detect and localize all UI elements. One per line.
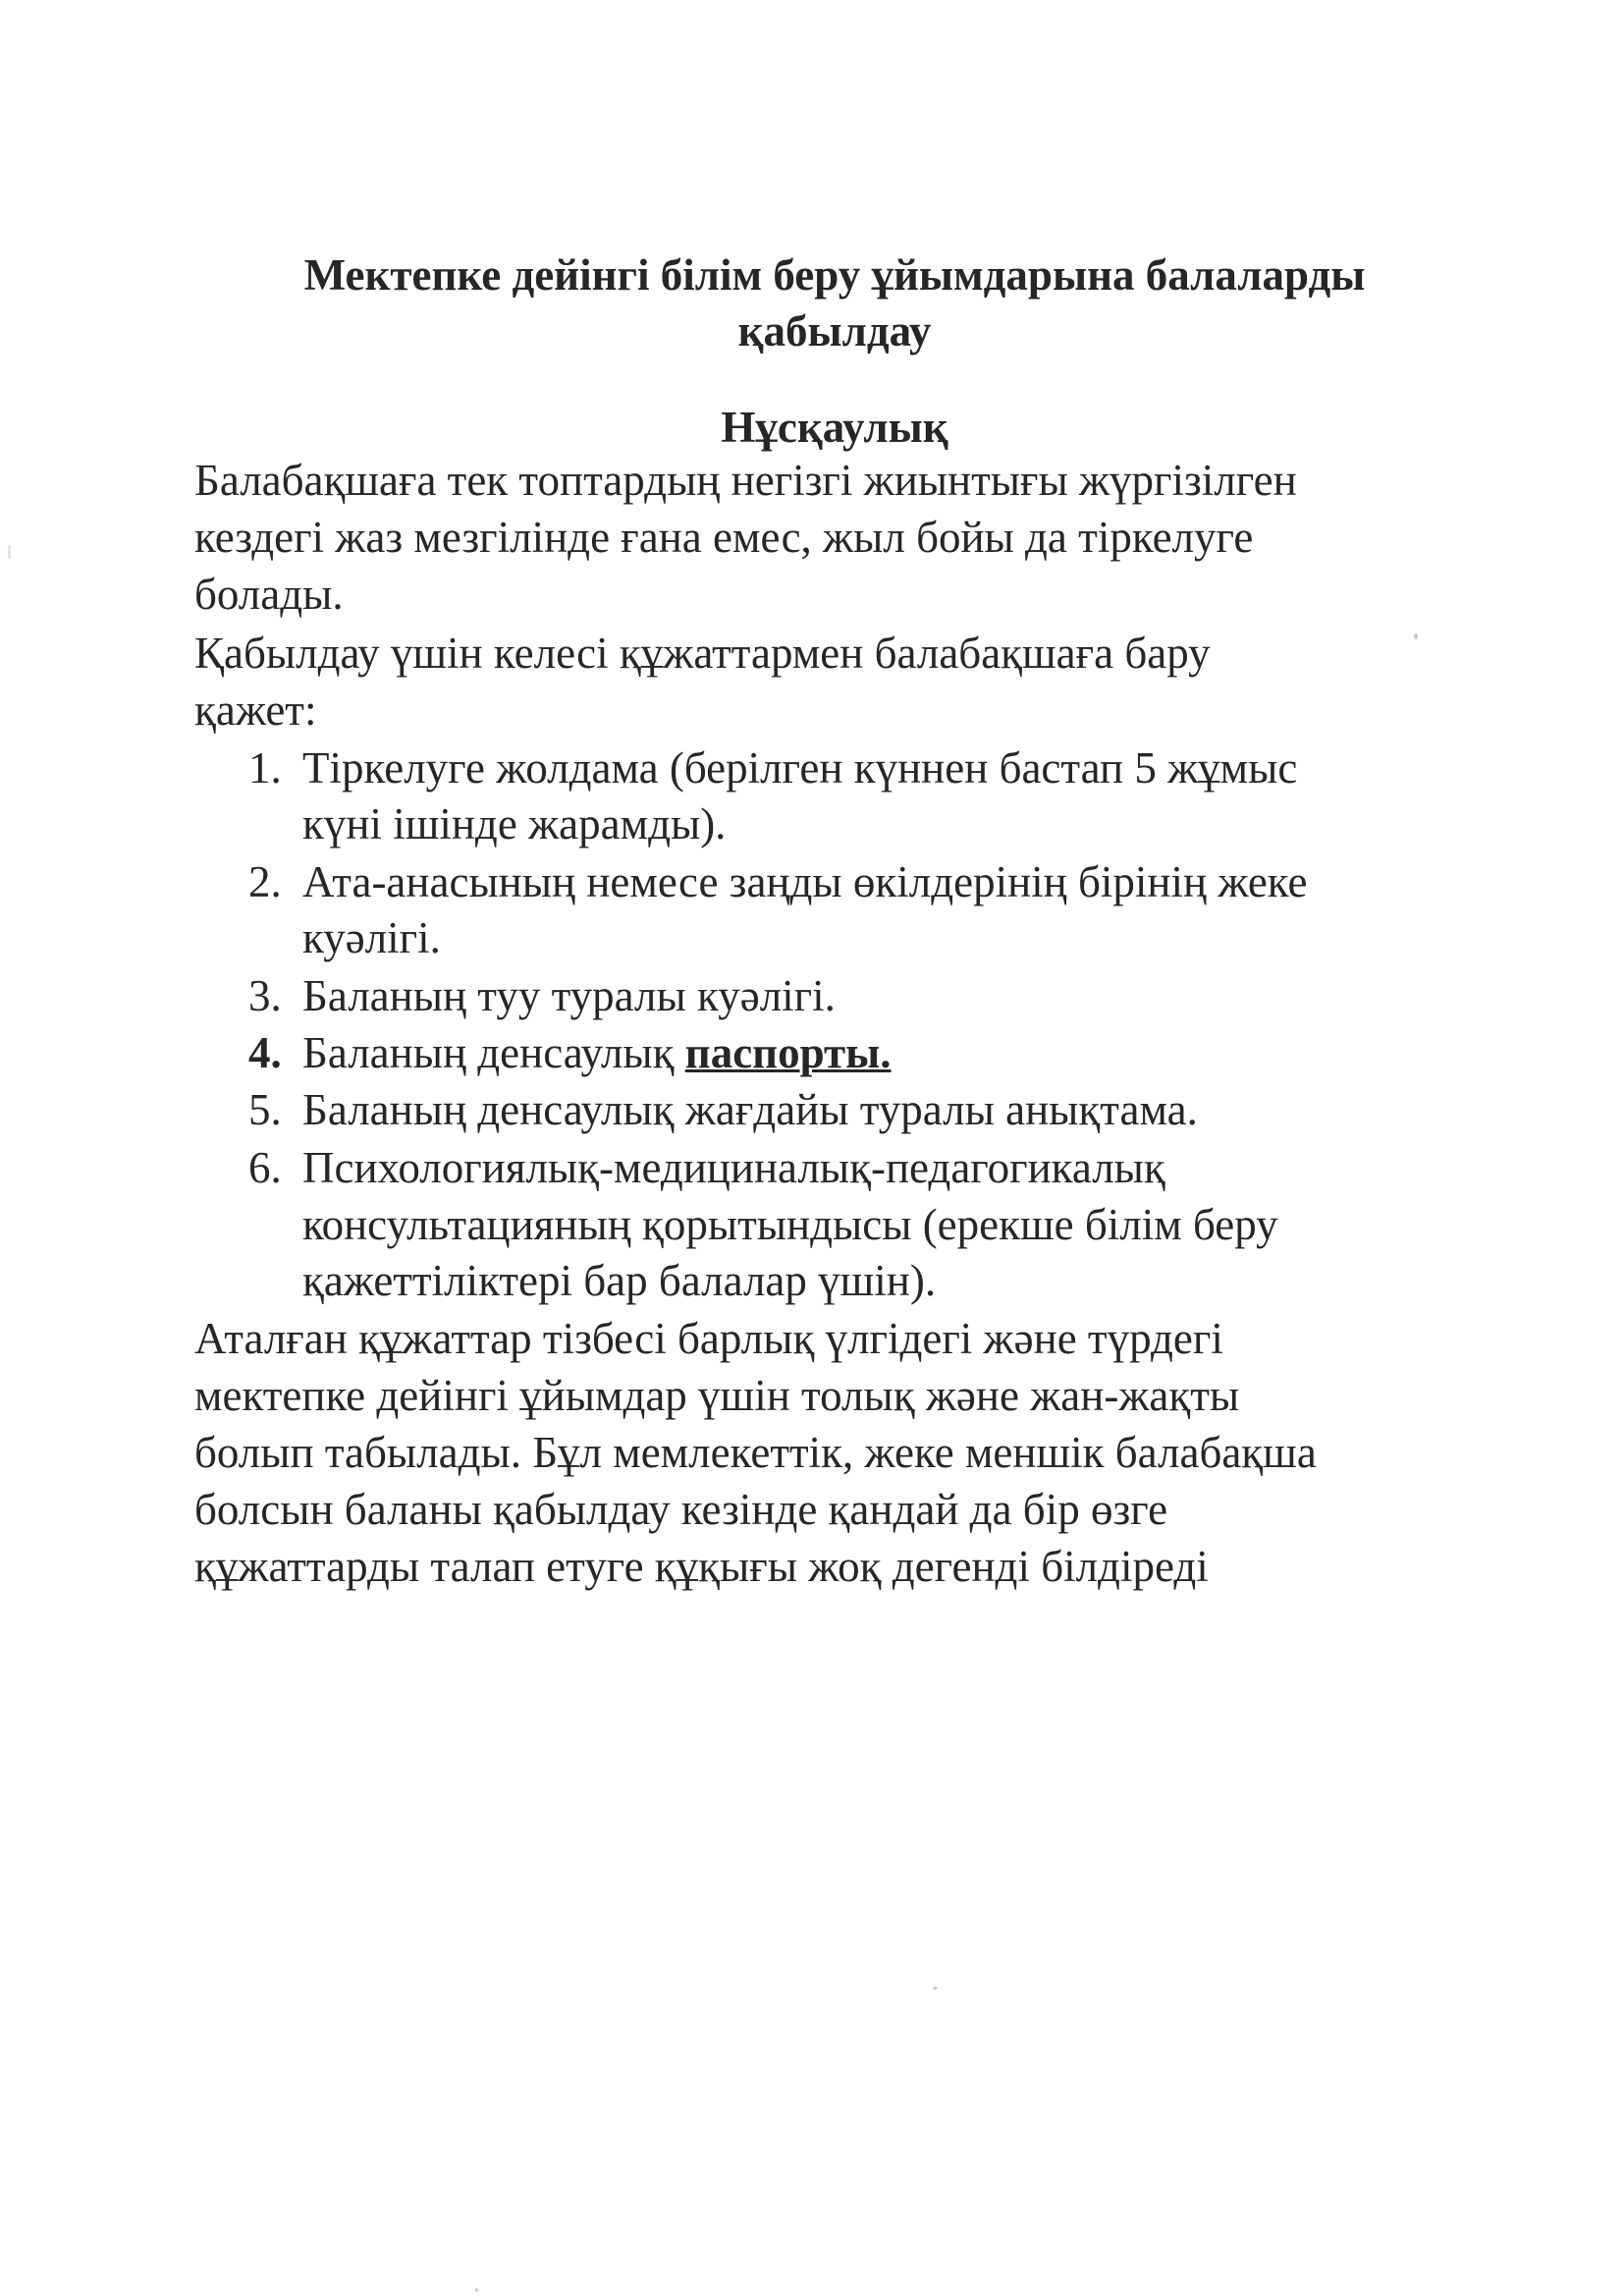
list-item-text-continued: күні ішінде жарамды). xyxy=(302,799,727,848)
list-item-text: Баланың туу туралы куәлігі. xyxy=(302,971,836,1020)
list-item-number: 3. xyxy=(248,971,282,1020)
list-item-text-continued: қажеттіліктері бар балалар үшін). xyxy=(302,1256,937,1305)
lead-line-2: қажет: xyxy=(194,685,317,735)
intro-line-2: кездегі жаз мезгілінде ғана емес, жыл бойы да тіркелуге xyxy=(194,513,1254,562)
list-item-text: Тіркелуге жолдама (берілген күннен бастап 5 жұмыс xyxy=(302,743,1298,793)
document-subtitle: Нұсқаулық xyxy=(721,403,948,452)
conclusion-line-4: болсын баланы қабылдау кезінде қандай да бір өзге xyxy=(194,1485,1168,1534)
scan-speck xyxy=(1414,633,1418,639)
lead-line-1: Қабылдау үшін келесі құжаттармен балабақшаға бару xyxy=(194,629,1211,678)
list-item-text-continued: куәлігі. xyxy=(302,913,441,962)
list-item-text xyxy=(302,1024,892,1081)
conclusion-line-5: құжаттарды талап етуге құқығы жоқ дегенді білдіреді xyxy=(194,1542,1209,1591)
scan-speck xyxy=(475,2288,478,2292)
conclusion-line-2: мектепке дейінгі ұйымдар үшін толық және жан-жақты xyxy=(194,1371,1240,1420)
document-title-line-1: Мектепке дейінгі білім беру ұйымдарына балаларды xyxy=(303,250,1366,300)
list-item-text: Баланың денсаулық жағдайы туралы анықтама. xyxy=(302,1085,1198,1134)
conclusion-line-3: болып табылады. Бұл мемлекеттік, жеке меншік балабақша xyxy=(194,1428,1317,1477)
list-item-number: 6. xyxy=(248,1143,282,1192)
list-item-number: 2. xyxy=(248,857,282,906)
conclusion-line-1: Аталған құжаттар тізбесі барлық үлгідегі және түрдегі xyxy=(194,1314,1223,1363)
document-title-line-2: қабылдау xyxy=(737,306,932,355)
intro-line-1: Балабақшаға тек топтардың негізгі жиынтығы жүргізілген xyxy=(194,456,1297,505)
scan-speck xyxy=(933,1987,938,1990)
intro-line-3: болады. xyxy=(194,570,344,619)
list-item-number: 1. xyxy=(248,743,282,793)
scan-speck xyxy=(8,545,11,559)
list-item-text: Ата-анасының немесе заңды өкілдерінің бірінің жеке xyxy=(302,857,1308,906)
list-item-number: 4. xyxy=(248,1028,282,1077)
list-item-text: Психологиялық-медициналық-педагогикалық xyxy=(302,1143,1165,1192)
list-item-number: 5. xyxy=(248,1085,282,1134)
list-item-text-plain: Баланың денсаулық xyxy=(302,1028,685,1077)
list-item-text-emphasis: паспорты. xyxy=(684,1028,892,1077)
list-item-text-continued: консультацияның қорытындысы (ерекше білім беру xyxy=(302,1200,1278,1249)
